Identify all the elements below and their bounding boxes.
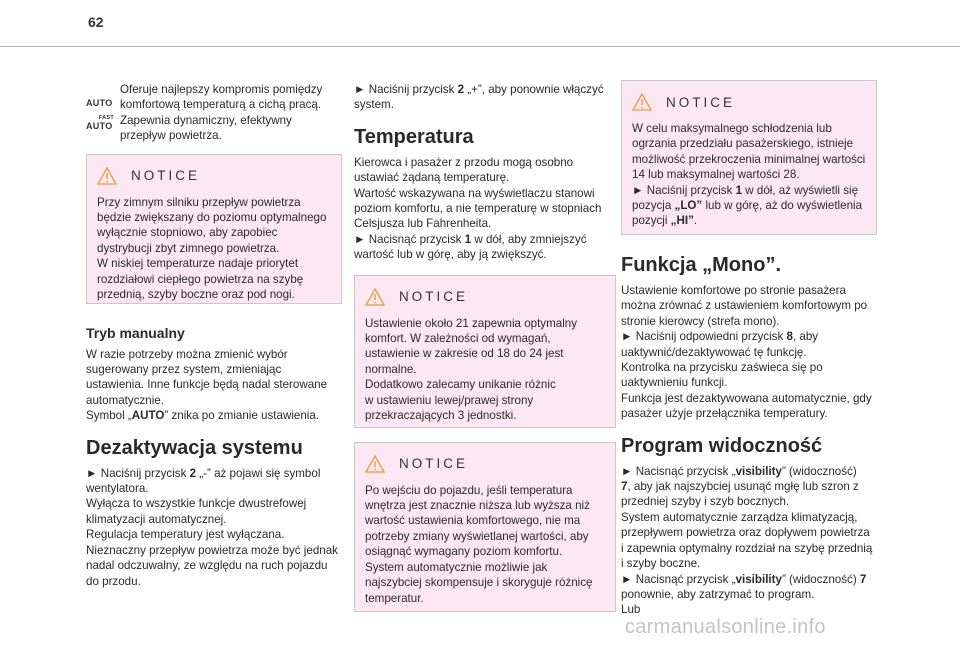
column-middle bbox=[354, 80, 616, 612]
notice-text: Po wejściu do pojazdu, jeśli temperatura wnętrza jest znacznie niższa lub wyższa niż wartość ustawienia komfortowego, nie ma potrzeby zmiany wyświetlanej wartości, aby osiągnąć wymagany poziom komfortu. System automatycznie możliwie jak najszybciej skompensuje i skoryguje różnicę temperatur. bbox=[365, 483, 593, 605]
column-right bbox=[621, 80, 883, 618]
heading-manual-mode: Tryb manualny bbox=[86, 324, 185, 341]
notice-title: NOTICE bbox=[666, 94, 736, 110]
page-number: 62 bbox=[88, 14, 104, 30]
warning-triangle-icon bbox=[97, 167, 117, 185]
manual-mode-text: W razie potrzeby można zmienić wybór sugerowany przez system, zmieniając ustawienia. Inne funkcje będą nadal sterowane automatycznie. Symbol „AUTO” znika po zmianie ustawienia. bbox=[86, 347, 328, 423]
auto-mode-icon: AUTO bbox=[86, 98, 113, 108]
notice-box-entering-vehicle bbox=[354, 442, 616, 612]
mode-description bbox=[86, 80, 348, 144]
heading-deactivation: Dezaktywacja systemu bbox=[86, 436, 303, 459]
deactivation-text: ► Naciśnij przycisk 2 „-” aż pojawi się symbol wentylatora. Wyłącza to wszystkie funkcje dwustrefowej klimatyzacji automatycznej. Regulacja temperatury jest wyłączana. Nieznaczny przepływ powietrza może być jednak nadal odczuwalny, ze względu na ruch pojazdu do przodu. bbox=[86, 466, 338, 588]
temperature-text: Kierowca i pasażer z przodu mogą osobno ustawiać żądaną temperaturę. Wartość wskazywana na wyświetlaczu stanowi poziom komfortu, a nie temperaturę w stopniach Celsjusza lub Fahrenheita. ► Nacisnąć przycisk 1 w dół, aby zmniejszyć wartość lub w górę, aby ją zwiększyć. bbox=[354, 155, 602, 262]
reactivate-step: ► Naciśnij przycisk 2 „+”, aby ponownie włączyć system. bbox=[354, 83, 604, 112]
warning-triangle-icon bbox=[365, 455, 385, 473]
notice-text: Przy zimnym silniku przepływ powietrza będzie zwiększany do poziomu optymalnego wyłącznie stopniowo, aby zapobiec dystrybucji zbyt zimnego powietrza. W niskiej temperaturze nadaje priorytet rozdziałowi ciepłego powietrza na szybę przednią, szyby boczne oraz pod nogi. bbox=[97, 195, 327, 302]
notice-title: NOTICE bbox=[131, 168, 201, 184]
warning-triangle-icon bbox=[365, 288, 385, 306]
heading-visibility-program: Program widoczność bbox=[621, 434, 823, 457]
header-divider bbox=[0, 46, 960, 47]
heading-mono-function: Funkcja „Mono”. bbox=[621, 254, 781, 276]
notice-box-comfort-setting bbox=[354, 275, 616, 428]
notice-box-cold-engine bbox=[86, 154, 342, 304]
mode-text: Oferuje najlepszy kompromis pomiędzy komfortową temperaturą a cichą pracą. Zapewnia dynamiczny, efektywny przepływ powietrza. bbox=[120, 83, 323, 143]
notice-text: W celu maksymalnego schłodzenia lub ogrzania przedziału pasażerskiego, istnieje możliwość przekroczenia minimalnej wartości 14 lub maksymalnej wartości 28. ► Naciśnij przycisk 1 w dół, aż wyświetli się pozycja „LO” lub w górę, aż do wyświetlenia pozycji „HI”. bbox=[632, 122, 866, 228]
notice-title: NOTICE bbox=[399, 456, 469, 472]
notice-title: NOTICE bbox=[399, 289, 469, 305]
fast-auto-mode-icon: FAST AUTO bbox=[86, 115, 114, 131]
watermark: carmanualsonline.info bbox=[625, 616, 826, 638]
warning-triangle-icon bbox=[632, 93, 652, 111]
notice-box-max-cooling bbox=[621, 80, 877, 235]
column-left bbox=[86, 80, 348, 589]
mono-text: Ustawienie komfortowe po stronie pasażera można zrównać z ustawieniem komfortowym po stronie kierowcy (strefa mono). ► Naciśnij odpowiedni przycisk 8, aby uaktywnić/dezaktywować tę funkcję. Kontrolka na przycisku zaświeca się po uaktywnieniu funkcji. Funkcja jest dezaktywowana automatycznie, gdy pasażer użyje przełącznika temperatury. bbox=[621, 284, 872, 421]
heading-temperature: Temperatura bbox=[354, 125, 474, 148]
visibility-text: ► Nacisnąć przycisk „visibility” (widoczność) 7, aby jak najszybciej usunąć mgłę lub szron z przedniej szyby i szyb bocznych. System automatycznie zarządza klimatyzacją, przepływem powietrza oraz dopływem powietrza i zapewnia optymalny rozdział na szybę przednią i szyby boczne. ► Nacisnąć przycisk „visibility” (widoczność) 7 ponownie, aby zatrzymać to program. Lub bbox=[621, 464, 873, 617]
notice-text: Ustawienie około 21 zapewnia optymalny komfort. W zależności od wymagań, ustawienie w zakresie od 18 do 24 jest normalne. Dodatkowo zalecamy unikanie różnic w ustawieniu lewej/prawej strony przekraczających 3 jednostki. bbox=[365, 316, 578, 423]
